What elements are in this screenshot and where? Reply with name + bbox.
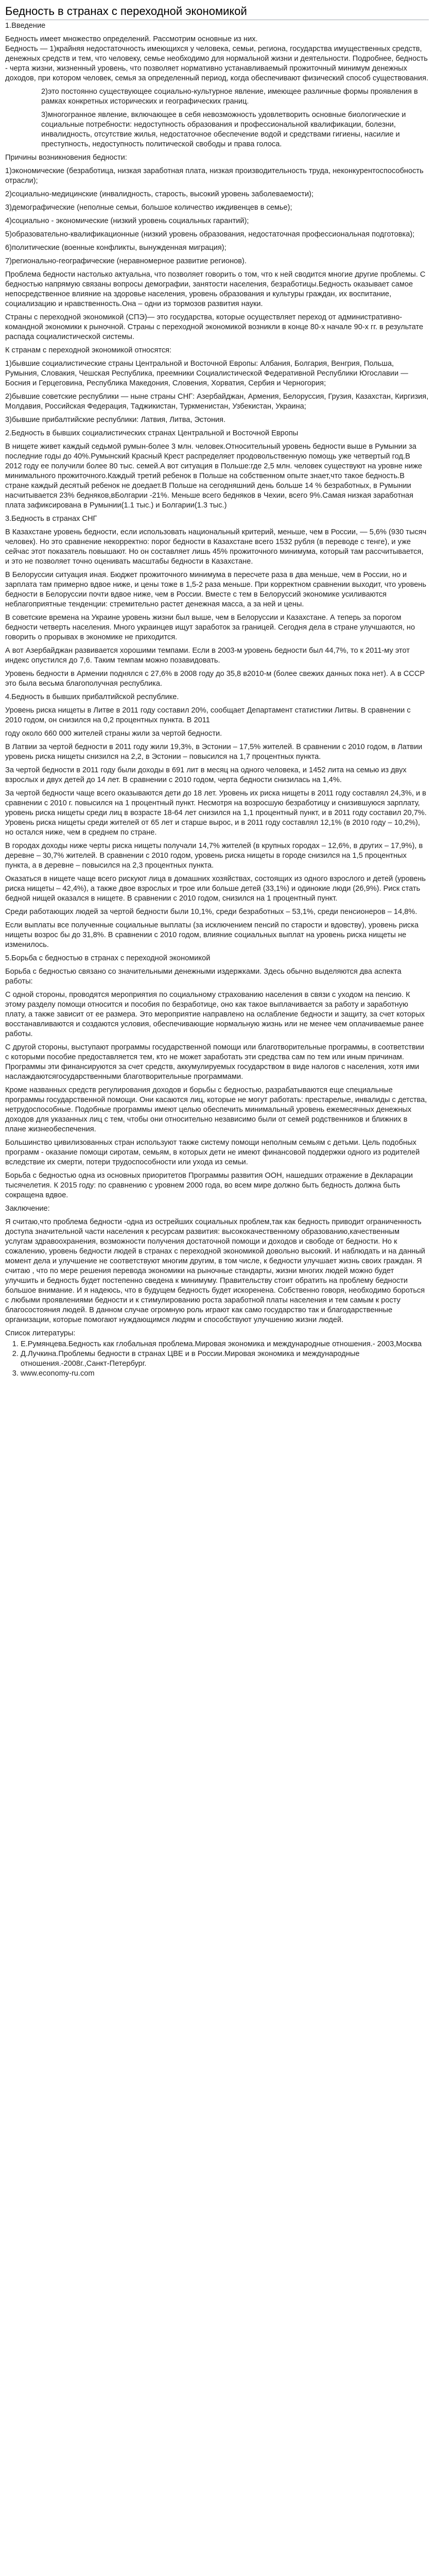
paragraph: Уровень риска нищеты в Литве в 2011 году составил 20%, сообщает Департамент статистики Литвы. В сравнении с 2010 годом, он снизился на 0,2 процентных пункта. В 2011 (5, 706, 411, 724)
paragraph: 2)это постоянно существующее социально-культурное явление, имеющее различные формы проявления в рамках конкретных исторических и географических границ. (41, 88, 418, 106)
paragraph: С одной стороны, проводятся мероприятия по социальному страхованию населения в связи с уходом на пенсию. К этому разделу помощи относится и пособия по безработице, оно как такое выплачивается за работу и заработную плату, а также зависит от ее размера. Это мероприятие направлено на ослабление бедности и защиту, за счет которых восстанавливаются и создаются условия, обеспечивающие нормальную жизнь или не менее чем оплачиваемые ранее работы. (5, 991, 425, 1038)
paragraph: 3.Бедность в странах СНГ (5, 515, 97, 523)
paragraph: 5.Борьба с бедностью в странах с переходной экономикой (5, 954, 211, 962)
paragraph: году около 660 000 жителей страны жили за чертой бедности. (5, 730, 222, 738)
paragraph: С другой стороны, выступают программы государственной помощи или благотворительные программы, в соответствии с которыми пособие предоставляется тем, кто не может заработать эти средства сам по тем или иным причинам. Программы эти финансируются за счет средств, аккумулируемых государством в виде налогов с населения, хотя ими наслаждаютсягосударственными благотворительные программами. (5, 1043, 425, 1081)
paragraph: Кроме названных средств регулирования доходов и борьбы с бедностью, разрабатываются еще специальные программы государственной помощи. Они касаются лиц, которые не могут работать: престарелые, инвалиды с детства, нетрудоспособные. Подобные программы имеют целью обеспечить минимальный уровень ежемесячных денежных доходов для указанных лиц с тем, чтобы они относительно независимо были от семей родственников и ближних в плане жизнеобеспечения. (5, 1086, 427, 1133)
paragraph: В нищете живет каждый седьмой румын-более 3 млн. человек.Относительный уровень бедности выше в Румынии за последние годы до 40%.Румынский Красный Крест распределяет продовольственную помощь уже четвертый год.В 2012 году ее получили более 80 тыс. семей.А вот ситуация в Польше:где 2,5 млн. человек существуют на уровне ниже минимального прожиточного.Каждый третий ребенок в Польше на собственном опыте знает,что такое бедность.В стране каждый десятый ребенок не доедает.В Польше на сегодняшний день больше 14 % безработных, в Румынии насчитывается 23% бедняков,вБолгарии -21%. Меньше всего бедняков в Чехии, всего 9%.Самая низкая заработная плата зафиксирована в Румынии(1.1 тыс.) и Болгарии(1.3 тыс.) (5, 443, 422, 510)
paragraph: 7)регионально-географические (неравномерное развитие регионов). (5, 257, 247, 265)
paragraph: Большинство цивилизованных стран используют также систему помощи неполным семьям с детьми. Цель подобных программ - оказание помощи сиротам, семьям, в которых дети не имеют финансовой поддержки одного из родителей вследствие их смерти, потери трудоспособности или ухода из семьи. (5, 1139, 420, 1166)
paragraph: Проблема бедности настолько актуальна, что позволяет говорить о том, что к ней сводится многие другие проблемы. С бедностью напрямую связаны вопросы демографии, занятости населения, безработицы.Бедность оказывает самое непосредственное влияние на здоровье населения, уровень образования и культуры граждан, их воспитание, социализацию и нравственность.Она – одни из тормозов развития науки. (5, 270, 426, 308)
paragraph: Оказаться в нищете чаще всего рискуют лица в домашних хозяйствах, состоящих из одного взрослого и детей (уровень риска нищеты – 42,4%), а также двое взрослых и трое или больше детей (33,1%) и одинокие люди (26,9%). Риск стать бедной нищей оказался в нищете. В сравнении с 2010 годом, снизился на 1 процентный пункт. (5, 875, 426, 903)
paragraph: Борьба с бедностью одна из основных приоритетов Программы развития ООН, нашедших отражение в Декларации тысячелетия. К 2015 году: по сравнению с уровнем 2000 года, во всем мире должно быть бедность должна быть сокращена вдвое. (5, 1172, 413, 1199)
paragraph: 4)социально - экономические (низкий уровень социальных гарантий); (5, 217, 249, 225)
paragraph: Заключение: (5, 1205, 50, 1213)
paragraph: 2.Бедность в бывших социалистических странах Центральной и Восточной Европы (5, 429, 299, 437)
paragraph: Бедность имеет множество определений. Рассмотрим основные из них. (5, 35, 258, 43)
paragraph: Если выплаты все полученные социальные выплаты (за исключением пенсий по старости и вдовству), уровень риска нищеты возрос бы до 31,8%. В сравнении с 2010 годом, влияние социальных выплат на уровень риска нищеты не изменилось. (5, 921, 419, 949)
paragraph: 1)экономические (безработица, низкая заработная плата, низкая производительность труда, неконкурентоспособность отрасли); (5, 167, 424, 185)
paragraph: 1.Введение (5, 22, 46, 30)
paragraph: 2)социально-медицинские (инвалидность, старость, высокий уровень заболеваемости); (5, 190, 314, 198)
reference-item[interactable]: 3. www.economy-ru.com (21, 1369, 429, 1379)
reference-list (5, 1340, 429, 1379)
reference-item: 1. Е.Румянцева.Бедность как глобальная проблема.Мировая экономика и международные отношения.- 2003,Москва (21, 1340, 429, 1349)
paragraph: Бедность — 1)крайняя недостаточность имеющихся у человека, семьи, региона, государства имущественных средств, денежных средств и тем, что человеку, семье необходимо для нормальной жизни и деятельности. Подробнее, бедность - черта жизни, жизненный уровень, что позволяет нормативно устанавливаемый прожиточный минимум денежных доходов, при котором человек, семья за определенный период, когда обеспечивают физический способ существования. (5, 45, 429, 82)
paragraph: А вот Азербайджан развивается хорошими темпами. Если в 2003-м уровень бедности был 44,7%, то к 2011-му этот индекс опустился до 7,6. Таким темпам можно позавидовать. (5, 647, 410, 665)
paragraph: Список литературы: (5, 1329, 76, 1337)
paragraph: Причины возникновения бедности: (5, 154, 127, 162)
paragraph: 5)образовательно-квалификационные (низкий уровень образования, недостаточная профессиональная подготовка); (5, 230, 415, 239)
paragraph: Я считаю,что проблема бедности -одна из острейших социальных проблем,так как бедность приводит ограниченность доступа значительной части населения к ресурсам развития: высококачественному образованию,качественным услугам здравоохранения, возможности получения достаточной помощи и доходов и свободе от бедности. Но к сожалению, уровень бедности людей в странах с переходной экономикой довольно высокий. И наблюдать и на данный момент дела и улучшение не соответствуют многим другим, в том числе, к бедности улучшает жизнь своих граждан. Я считаю , что по мере решения перевода экономики на рыночные стандарты, жизни многих людей можно будет улучшить и бедность будет постепенно сведена к минимуму. Правительству стоит обратить на проблему бедности большое внимание. И я надеюсь, что в будущем бедность будет искоренена. Собственно говоря, необходимо бороться с любыми проявлениями бедности и к стимулированию роста заработной платы населения и тем самым к росту благосостояния людей. В данном случае огромную роль играют как само государство так и благодарственные организации, которые помогают нуждающимся людям и способствуют улучшению жизни людей. (5, 1218, 425, 1324)
paragraph: Среди работающих людей за чертой бедности были 10,1%, среди безработных – 53,1%, среди пенсионеров – 14,8%. (5, 908, 417, 916)
paragraph: В Казахстане уровень бедности, если использовать национальный критерий, меньше, чем в России, — 5,6% (930 тысяч человек). Но это сравнение некорректно: порог бедности в Казахстане всего 1532 рубля (в переводе с тенге), и уже сейчас этот показатель повышают. Но он составляет лишь 45% прожиточного минимума, который там рассчитывается, и это не позволяет точно оценивать масштабы бедности в Казахстане. (5, 528, 427, 566)
paragraph: 3)демографические (неполные семьи, большое количество иждивенцев в семье); (5, 204, 292, 212)
paragraph: В Белоруссии ситуация иная. Бюджет прожиточного минимума в пересчете раза в два меньше, чем в России, но и зарплата там примерно вдвое ниже, и цены тоже в 1,5-2 раза меньше. При корректном сравнении выходит, что уровень бедности в Белоруссии почти вдвое ниже, чем в России. Вместе с тем в Белоруссий экономике усиливаются неблагоприятные тенденции: стремительно растет денежная масса, а за ней и цены. (5, 571, 426, 608)
paragraph: В городах доходы ниже черты риска нищеты получали 14,7% жителей (в крупных городах – 12,6%, в других – 17,9%), в деревне – 30,7% жителей. В сравнении с 2010 годом, уровень риска нищеты в городе снизился на 1,5 процентных пункта, а в деревне – повысился на 2,3 процентных пункта. (5, 842, 423, 870)
paragraph: 3)бывшие прибалтийские республики: Латвия, Литва, Эстония. (5, 416, 226, 424)
paragraph: 2)бывшие советские республики — ныне страны СНГ: Азербайджан, Армения, Белоруссия, Грузия, Казахстан, Киргизия, Молдавия, Российская Федерация, Таджикистан, Туркменистан, Узбекистан, Украина; (5, 393, 429, 411)
paragraph: За чертой бедности чаще всего оказываются дети до 18 лет. Уровень их риска нищеты в 2011 году составлял 24,3%, и в сравнении с 2010 г. повысился на 1 процентный пункт. Несмотря на возросшую безработицу и снизившуюся зарплату, уровень риска нищеты среди лиц в возрасте 18-64 лет снизился на 1,1 процентный пункт, и в 2011 году составил 20,7%. Уровень риска нищеты среди жителей от 65 лет и старше вырос, и в 2011 году составлял 12,1% (в 2010 году – 10,2%), но остался ниже, чем в среднем по стране. (5, 789, 427, 837)
paragraph: В Латвии за чертой бедности в 2011 году жили 19,3%, в Эстонии – 17,5% жителей. В сравнении с 2010 годом, в Латвии уровень риска нищеты снизился на 2,2, в Эстонии – повысился на 1,7 процентных пункта. (5, 743, 423, 761)
paragraph: 1)бывшие социалистические страны Центральной и Восточной Европы: Албания, Болгария, Венгрия, Польша, Румыния, Словакия, Чешская Республика, преемники Социалистической Федеративной Республики Югославии — Босния и Герцеговина, Республика Македония, Словения, Хорватия, Сербия и Черногория; (5, 360, 408, 387)
article-body (5, 21, 429, 1338)
paragraph: 3)многогранное явление, включающее в себя невозможность удовлетворить основные биологические и социальные потребности: недоступность образования и профессиональной квалификации, болезни, инвалидность, отсутствие жилья, недостаточное обеспечение водой и средствами гигиены, насилие и преступность, недоступность политической свободы и права голоса. (41, 111, 406, 148)
paragraph: В советские времена на Украине уровень жизни был выше, чем в Белоруссии и Казахстане. А теперь за порогом бедности четверть населения. Много украинцев ищут заработок за границей. Сегодня дела в стране улучшаются, но говорить о прорывах в экономике не приходится. (5, 614, 415, 641)
page-title: Бедность в странах с переходной экономикой (5, 4, 429, 20)
paragraph: Уровень бедности в Армении поднялся с 27,6% в 2008 году до 35,8 в2010-м (более свежих данных пока нет). А в СССР это была весьма благополучная республика. (5, 670, 425, 688)
paragraph: Страны с переходной экономикой (СПЭ)— это государства, которые осуществляет переход от административно-командной экономики к рыночной. Страны с переходной экономикой возникли в конце 80-х начале 90-х гг. в результате распада социалистической системы. (5, 313, 424, 341)
paragraph: К странам с переходной экономикой относятся: (5, 346, 172, 354)
reference-item: 2. Д.Лучкина.Проблемы бедности в странах ЦВЕ и в России.Мировая экономика и международные отношения.-2008г.,Санкт-Петербург. (21, 1349, 429, 1369)
paragraph: 6)политические (военные конфликты, вынужденная миграция); (5, 244, 226, 252)
paragraph: За чертой бедности в 2011 году были доходы в 691 лит в месяц на одного человека, и 1452 лита на семью из двух взрослых и двух детей до 14 лет. В сравнении с 2010 годом, черта бедности снизилась на 1,4%. (5, 766, 407, 784)
paragraph: Борьба с бедностью связано со значительными денежными издержками. Здесь обычно выделяются два аспекта работы: (5, 968, 402, 986)
paragraph: 4.Бедность в бывших прибалтийской республике. (5, 693, 179, 701)
